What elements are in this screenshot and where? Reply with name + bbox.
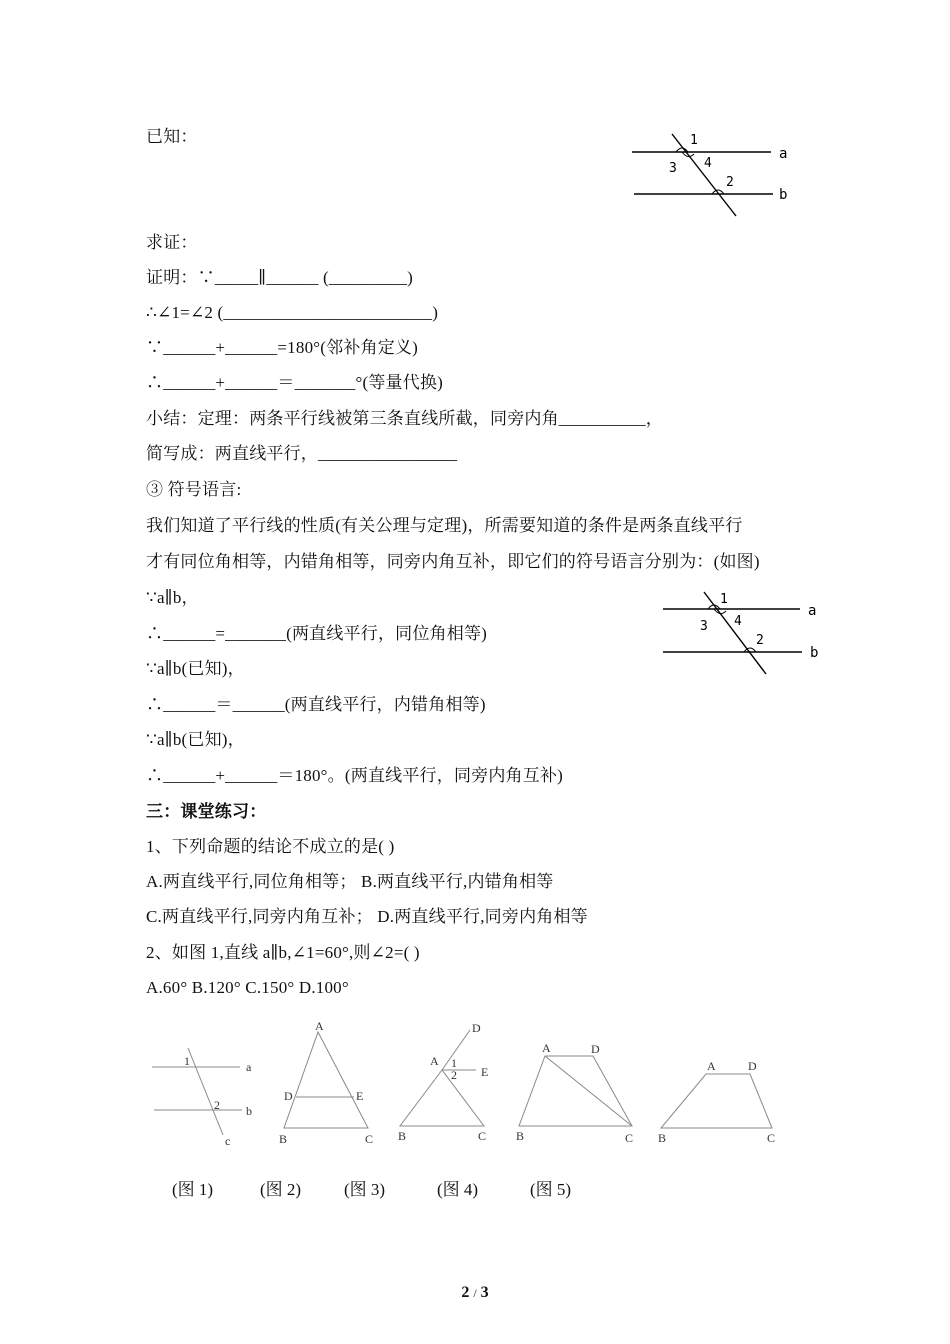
fig1-angle-1: 1 [184, 1054, 190, 1068]
short-form-line: 简写成：两直线平行，________________ [146, 444, 458, 463]
caption-figure-3: (图 3) [344, 1180, 386, 1199]
fig4-vertex-D: D [591, 1042, 600, 1056]
fig3-point-E: E [481, 1065, 489, 1079]
figure-5 [654, 1052, 782, 1148]
proof-line-4: ∴______+______＝_______°(等量代换) [146, 373, 444, 392]
figure-4 [512, 1036, 640, 1148]
fig1-angle-2: 2 [214, 1098, 220, 1112]
given-line: 已知： [146, 127, 198, 146]
fig4-vertex-C: C [625, 1131, 634, 1145]
question-2-options: A.60° B.120° C.150° D.100° [146, 978, 349, 997]
fig3-vertex-B: B [398, 1129, 407, 1143]
caption-figure-5: (图 5) [530, 1180, 572, 1199]
symbol-line-3: ∵a∥b(已知)， [146, 659, 245, 678]
intro-line-2: 才有同位角相等，内错角相等，同旁内角互补，即它们的符号语言分别为：(如图) [146, 552, 760, 571]
proof-line-3: ∵______+______=180°(邻补角定义) [146, 338, 418, 357]
question-1-options-ab: A.两直线平行,同位角相等； B.两直线平行,内错角相等 [146, 872, 554, 891]
angle-3-label: 3 [669, 161, 677, 176]
figure-2 [272, 1018, 384, 1150]
page-separator: / [473, 1286, 477, 1300]
line-a-label: a [779, 146, 788, 162]
proof-line-2: ∴∠1=∠2 (________________________) [146, 303, 439, 322]
page-number [0, 1284, 950, 1302]
fig3-point-D: D [472, 1021, 481, 1035]
fig2-point-E: E [356, 1089, 364, 1103]
symbol-line-5: ∵a∥b(已知)， [146, 730, 245, 749]
caption-figure-1: (图 1) [172, 1180, 214, 1199]
fig2-vertex-B: B [279, 1132, 288, 1146]
parallel-lines-diagram-middle [660, 588, 840, 683]
question-1-options-cd: C.两直线平行,同旁内角互补； D.两直线平行,同旁内角相等 [146, 907, 588, 926]
angle-1-label: 1 [690, 133, 698, 148]
fig5-vertex-C: C [767, 1131, 776, 1145]
fig1-line-c: c [225, 1134, 231, 1148]
fig3-vertex-C: C [478, 1129, 487, 1143]
angle-4-label: 4 [704, 156, 712, 171]
intro-line-1: 我们知道了平行线的性质(有关公理与定理)，所需要知道的条件是两条直线平行 [146, 516, 743, 535]
line-b-label: b [810, 645, 819, 661]
angle-3-label: 3 [700, 619, 708, 634]
proof-line-1: 证明：∵_____∥______ (_________) [146, 268, 414, 287]
angle-4-label: 4 [734, 614, 742, 629]
line-b-label: b [779, 187, 788, 203]
symbol-line-1: ∵a∥b， [146, 588, 199, 607]
fig2-vertex-C: C [365, 1132, 374, 1146]
question-2: 2、如图 1,直线 a∥b,∠1=60°,则∠2=( ) [146, 943, 420, 962]
fig1-line-b: b [246, 1104, 252, 1118]
fig2-point-D: D [284, 1089, 293, 1103]
symbol-line-2: ∴______=_______(两直线平行，同位角相等) [146, 624, 488, 643]
caption-figure-2: (图 2) [260, 1180, 302, 1199]
symbol-line-6: ∴______+______＝180°。(两直线平行，同旁内角互补) [146, 766, 564, 785]
line-a-label: a [808, 603, 817, 619]
figure-1 [148, 1030, 268, 1150]
angle-1-label: 1 [720, 592, 728, 607]
page-current: 2 [461, 1284, 470, 1301]
angle-2-label: 2 [756, 633, 764, 648]
fig3-angle-1: 1 [451, 1056, 457, 1070]
fig3-vertex-A: A [430, 1054, 439, 1068]
symbol-language-title: ③ 符号语言: [146, 480, 242, 499]
fig2-vertex-A: A [315, 1019, 324, 1033]
fig1-line-a: a [246, 1060, 252, 1074]
fig5-vertex-A: A [707, 1059, 716, 1073]
fig4-vertex-A: A [542, 1041, 551, 1055]
page-total: 3 [480, 1284, 489, 1301]
section-3-heading: 三：课堂练习： [146, 802, 267, 821]
fig3-angle-2: 2 [451, 1068, 457, 1082]
prove-line: 求证： [146, 233, 198, 252]
fig4-vertex-B: B [516, 1129, 525, 1143]
symbol-line-4: ∴______＝______(两直线平行，内错角相等) [146, 695, 486, 714]
angle-2-label: 2 [726, 175, 734, 190]
fig5-vertex-B: B [658, 1131, 667, 1145]
caption-figure-4: (图 4) [437, 1180, 479, 1199]
figure-3 [392, 1018, 504, 1150]
fig5-vertex-D: D [748, 1059, 757, 1073]
summary-line: 小结：定理：两条平行线被第三条直线所截，同旁内角__________， [146, 409, 663, 428]
question-1: 1、下列命题的结论不成立的是( ) [146, 837, 395, 856]
parallel-lines-diagram-top [628, 128, 803, 223]
